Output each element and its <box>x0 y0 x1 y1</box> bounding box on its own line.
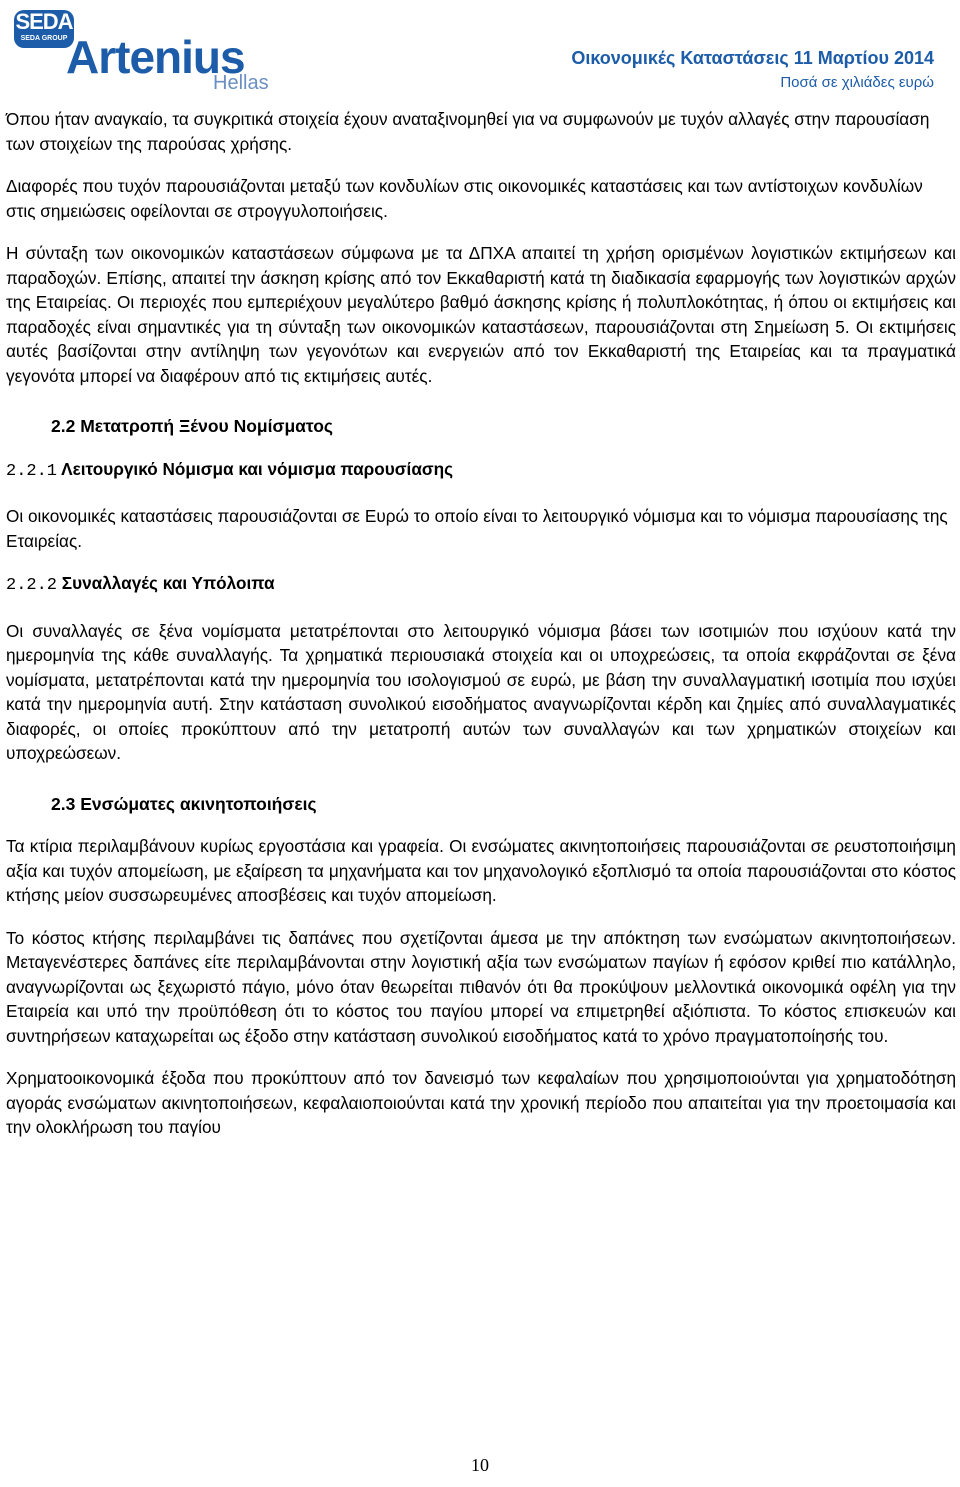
paragraph-transactions: Οι συναλλαγές σε ξένα νομίσματα μετατρέπονται στο λειτουργικό νόμισμα βάσει των ισοτιμιών που ισχύουν κατά την ημερομηνία της κάθε συναλλαγής. Τα χρηματικά περιουσιακά στοιχεία και οι υποχρεώσεις, τα οποία εκφράζονται σε ξένα νομίσματα, μετατρέπονται κατά την ημερομηνία του ισολογισμού σε ευρώ, με βάση την συναλλαγματική ισοτιμία που ισχύει κατά την ημερομηνία αυτή. Στην κατάσταση συνολικού εισοδήματος αναγνωρίζονται κέρδη και ζημίες από συναλλαγματικές διαφορές, οι οποίες προκύπτουν από την μετατροπή αυτών των συναλλαγών και των χρηματικών στοιχείων και υποχρεώσεων. <box>6 620 956 763</box>
seda-group-badge <box>14 10 74 48</box>
paragraph-rounding: Διαφορές που τυχόν παρουσιάζονται μεταξύ των κονδυλίων στις οικονομικές καταστάσεις και των αντίστοιχων κονδυλίων στις σημειώσεις οφείλονται σε στρογγυλοποιήσεις. <box>6 176 923 221</box>
company-logo <box>8 6 298 94</box>
seda-badge-sub: SEDA GROUP <box>20 35 68 42</box>
subsection-title: Λειτουργικό Νόμισμα και νόμισμα παρουσίασης <box>57 458 454 479</box>
page-header <box>0 0 960 100</box>
brand-subname: Hellas <box>213 72 269 94</box>
seda-badge-main: SEDA <box>15 9 73 34</box>
paragraph-estimates: Η σύνταξη των οικονομικών καταστάσεων σύμφωνα με τα ΔΠΧΑ απαιτεί τη χρήση ορισμένων λογιστικών εκτιμήσεων και παραδοχών. Επίσης, απαιτεί την άσκηση κρίσης από τον Εκκαθαριστή κατά τη διαδικασία εφαρμογής των λογιστικών αρχών της Εταιρείας. Οι περιοχές που εμπεριέχουν μεγαλύτερο βαθμό άσκησης κρίσης ή πολυπλοκότητας, ή όπου οι εκτιμήσεις και παραδοχές είναι σημαντικές για τη σύνταξη των οικονομικών καταστάσεων, παρουσιάζονται στη Σημείωση 5. Οι εκτιμήσεις αυτές βασίζονται στην αντίληψη των γεγονότων και ενεργειών από τον Εκκαθαριστή της Εταιρείας και τα πραγματικά γεγονότα μπορεί να διαφέρουν από τις εκτιμήσεις αυτές. <box>6 243 956 386</box>
paragraph-reclassification: Όπου ήταν αναγκαίο, τα συγκριτικά στοιχεία έχουν αναταξινομηθεί για να συμφωνούν με τυχόν αλλαγές στην παρουσίαση των στοιχείων της παρούσας χρήσης. <box>6 109 930 154</box>
paragraph-buildings: Τα κτίρια περιλαμβάνουν κυρίως εργοστάσια και γραφεία. Οι ενσώματες ακινητοποιήσεις παρουσιάζονται σε ρευστοποιήσιμη αξία και τυχόν απομείωση, με εξαίρεση τα μηχανήματα και τον μηχανολογικό εξοπλισμό τα οποία παρουσιάζονται στο κόστος κτήσης μείον συσσωρευμένες αποσβέσεις και τυχόν απομείωση. <box>6 836 956 905</box>
paragraph-acquisition-cost: Το κόστος κτήσης περιλαμβάνει τις δαπάνες που σχετίζονται άμεσα με την απόκτηση των ενσώματων ακινητοποιήσεων. Μεταγενέστερες δαπάνες είτε περιλαμβάνονται στην λογιστική αξία των ενσώματων παγίων ή εφόσον κριθεί πιο κατάλληλο, αναγνωρίζονται ως ξεχωριστό πάγιο, μόνο όταν θεωρείται πιθανόν ότι θα προκύψουν μελλοντικά οικονομικά οφέλη για την Εταιρεία και υπό την προϋπόθεση ότι το κόστος του παγίου μπορεί να επιμετρηθεί αξιόπιστα. Το κόστος επισκευών και συντηρήσεων καταχωρείται ως έξοδο στην κατάσταση συνολικού εισοδήματος κατά το χρόνο πραγματοποίησής του. <box>6 927 956 1046</box>
document-title: Οικονομικές Καταστάσεις 11 Μαρτίου 2014 <box>571 48 934 68</box>
document-body <box>6 107 956 1158</box>
paragraph-financing-costs: Χρηματοοικονομικά έξοδα που προκύπτουν από τον δανεισμό των κεφαλαίων που χρησιμοποιούνται για χρηματοδότηση αγοράς ενσώματων ακινητοποιήσεων, κεφαλαιοποιούνται κατά την χρονική περίοδο που απαιτείται για την προετοιμασία και την ολοκλήρωση του παγίου <box>6 1068 956 1137</box>
section-heading-2-3: 2.3 Ενσώματες ακινητοποιήσεις <box>51 793 317 814</box>
subsection-heading-2-2-2 <box>6 571 956 599</box>
subsection-number: 2.2.2 <box>6 576 58 595</box>
subsection-title: Συναλλαγές και Υπόλοιπα <box>57 573 275 593</box>
page-number: 10 <box>471 1455 489 1475</box>
section-heading-2-2: 2.2 Μετατροπή Ξένου Νομίσματος <box>51 416 334 436</box>
paragraph-functional-currency: Οι οικονομικές καταστάσεις παρουσιάζονται σε Ευρώ το οποίο είναι το λειτουργικό νόμισμα και το νόμισμα παρουσίασης της Εταιρείας. <box>6 506 948 551</box>
brand-name: Artenius <box>66 31 245 83</box>
subsection-heading-2-2-1 <box>6 457 956 485</box>
subsection-number: 2.2.1 <box>6 461 58 481</box>
document-subtitle: Ποσά σε χιλιάδες ευρώ <box>780 74 934 91</box>
